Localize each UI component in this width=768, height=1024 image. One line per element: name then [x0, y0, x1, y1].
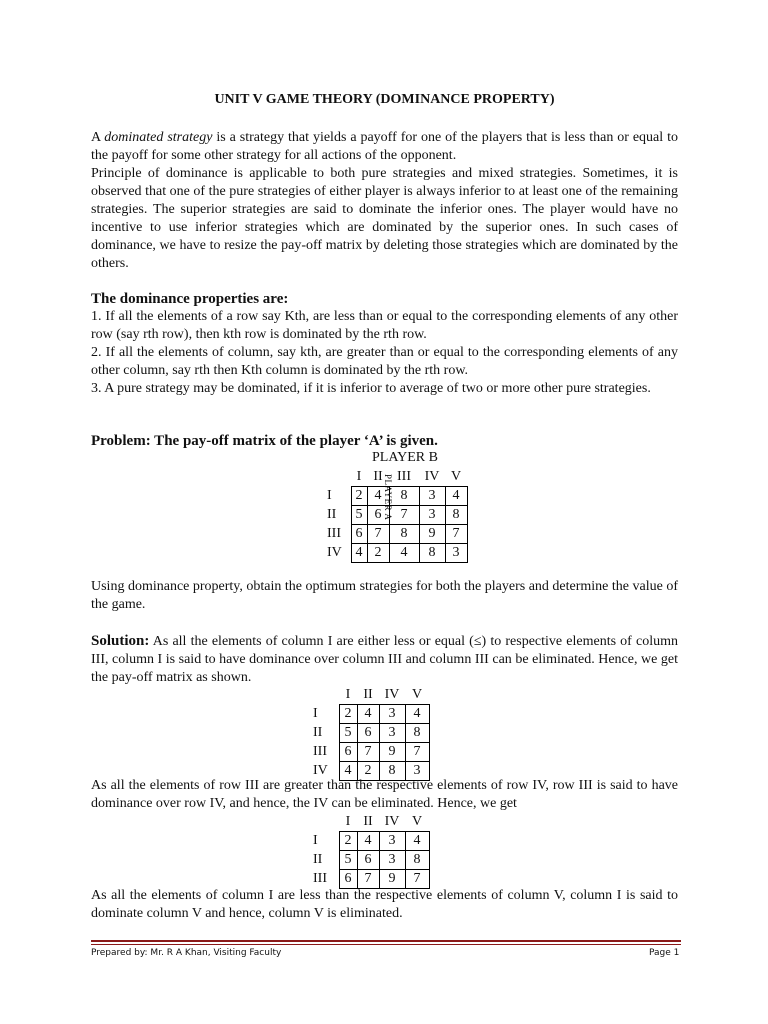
- col-header: I: [345, 687, 351, 702]
- row-header: III: [313, 871, 327, 886]
- page-title: UNIT V GAME THEORY (DOMINANCE PROPERTY): [214, 92, 555, 107]
- col-header: II: [363, 687, 373, 702]
- property-item: 3. A pure strategy may be dominated, if it is inferior to average of two or more other pure strategies.: [91, 381, 651, 396]
- property-item: 2. If all the elements of column, say kth, are greater than or equal to the corresponding elements of any other column, say rth then Kth column is dominated by the rth row.: [91, 345, 678, 378]
- column-dominance-block: [91, 887, 678, 923]
- row-header: I: [327, 488, 332, 503]
- matrix-cell: 9: [379, 870, 405, 889]
- matrix-cell: 8: [405, 724, 429, 743]
- problem-heading: Problem: The pay-off matrix of the player ‘A’ is given.: [91, 433, 438, 449]
- matrix-cell: 4: [351, 544, 367, 563]
- col-header: V: [450, 469, 462, 484]
- matrix-cell: 3: [379, 724, 405, 743]
- matrix-cell: 9: [379, 743, 405, 762]
- col-header: IV: [384, 814, 400, 829]
- principle-paragraph: Principle of dominance is applicable to both pure strategies and mixed strategies. Sometimes, it is observed that one of the pure strategies of either player is always inferior to at least one of the remaining strategies. The superior strategies are said to dominate the inferior ones. The player would have no incentive to use inferior strategies which are dominated by the superior ones. In such cases of dominance, we have to resize the pay-off matrix by deleting those strategies which are dominated by the others.: [91, 166, 678, 271]
- matrix-cell: 2: [357, 762, 379, 781]
- matrix-cell: 4: [405, 705, 429, 724]
- row-header: II: [327, 507, 337, 522]
- row-header: IV: [327, 545, 342, 560]
- col-header: I: [356, 469, 362, 484]
- footer-page-number: Page 1: [649, 948, 680, 958]
- row-header: I: [313, 833, 318, 848]
- property-item: 1. If all the elements of a row say Kth, are less than or equal to the corresponding elements of any other row (say rth row), then kth row is dominated by the rth row.: [91, 309, 678, 342]
- intro-section: [91, 129, 678, 273]
- col-header: II: [373, 469, 383, 484]
- col-header: II: [363, 814, 373, 829]
- footer-rule: [91, 944, 681, 945]
- matrix-cell: 4: [367, 487, 389, 506]
- footer-prepared-by: Prepared by: Mr. R A Khan, Visiting Faculty: [91, 948, 282, 958]
- matrix-cell: 3: [445, 544, 467, 563]
- row-header: IV: [313, 763, 328, 778]
- matrix-table: [313, 686, 430, 781]
- row-dominance-block: [91, 777, 678, 813]
- matrix-cell: 7: [445, 525, 467, 544]
- matrix-cell: 3: [405, 762, 429, 781]
- intro-paragraph: A dominated strategy is a strategy that yields a payoff for one of the players that is less than or equal to the payoff for some other strategy for all actions of the opponent.: [91, 130, 678, 163]
- solution-paragraph: Solution: As all the elements of column I are either less or equal (≤) to respective elements of column III, column I is said to have dominance over column III and column III can be eliminated. Hence, we get the pay-off matrix as shown.: [91, 633, 678, 685]
- col-header: V: [411, 814, 423, 829]
- row-header: III: [327, 526, 341, 541]
- matrix-cell: 3: [419, 487, 445, 506]
- matrix-cell: 4: [357, 705, 379, 724]
- matrix-cell: 6: [357, 724, 379, 743]
- matrix-cell: 6: [339, 743, 357, 762]
- matrix-cell: 6: [339, 870, 357, 889]
- matrix-cell: 7: [405, 870, 429, 889]
- matrix-cell: 2: [367, 544, 389, 563]
- matrix-cell: 2: [351, 487, 367, 506]
- row-header: II: [313, 725, 323, 740]
- col-header: IV: [384, 687, 400, 702]
- row-dominance-paragraph: As all the elements of row III are greater than the respective elements of row IV, row III is said to have dominance over row IV, and hence, the IV can be eliminated. Hence, we get: [91, 778, 678, 811]
- matrix-cell: 8: [405, 851, 429, 870]
- matrix-cell: 9: [419, 525, 445, 544]
- matrix-cell: 7: [357, 743, 379, 762]
- matrix-cell: 4: [445, 487, 467, 506]
- matrix-cell: 5: [351, 506, 367, 525]
- payoff-matrix-original: [327, 468, 468, 563]
- matrix-cell: 6: [351, 525, 367, 544]
- matrix-cell: 2: [339, 832, 357, 851]
- col-header: IV: [424, 469, 440, 484]
- matrix-cell: 3: [379, 832, 405, 851]
- matrix-cell: 7: [367, 525, 389, 544]
- row-header: I: [313, 706, 318, 721]
- matrix-table: [313, 813, 430, 889]
- matrix-cell: 7: [357, 870, 379, 889]
- matrix-cell: 5: [339, 724, 357, 743]
- solution-block: [91, 632, 678, 687]
- payoff-matrix-reduced-1: [313, 686, 430, 781]
- matrix-cell: 7: [405, 743, 429, 762]
- col-header: V: [411, 687, 423, 702]
- matrix-cell: 4: [389, 544, 419, 563]
- properties-heading: The dominance properties are:: [91, 291, 289, 307]
- matrix-cell: 3: [379, 705, 405, 724]
- solution-label: Solution:: [91, 633, 150, 649]
- col-header: III: [397, 469, 411, 484]
- col-header: I: [345, 814, 351, 829]
- player-a-label: PLAYER A: [383, 474, 393, 521]
- row-header: III: [313, 744, 327, 759]
- problem-heading-block: [91, 432, 678, 450]
- matrix-cell: 8: [389, 525, 419, 544]
- column-dominance-paragraph: As all the elements of column I are less than the respective elements of column V, column I is said to dominate column V and hence, column V is eliminated.: [91, 888, 678, 921]
- matrix-cell: 4: [405, 832, 429, 851]
- matrix-cell: 5: [339, 851, 357, 870]
- matrix-cell: 8: [389, 487, 419, 506]
- question-paragraph: Using dominance property, obtain the optimum strategies for both the players and determine the value of the game.: [91, 579, 678, 612]
- matrix-cell: 2: [339, 705, 357, 724]
- player-b-label: PLAYER B: [371, 450, 438, 465]
- matrix-cell: 8: [445, 506, 467, 525]
- matrix-cell: 6: [367, 506, 389, 525]
- matrix-cell: 4: [339, 762, 357, 781]
- matrix-cell: 8: [419, 544, 445, 563]
- question-block: [91, 578, 678, 614]
- properties-section: [91, 290, 678, 398]
- payoff-matrix-reduced-2: [313, 813, 430, 889]
- dominated-strategy-term: dominated strategy: [104, 130, 213, 145]
- matrix-cell: 8: [379, 762, 405, 781]
- row-header: II: [313, 852, 323, 867]
- footer-rule: [91, 940, 681, 942]
- matrix-cell: 4: [357, 832, 379, 851]
- matrix-cell: 3: [379, 851, 405, 870]
- matrix-cell: 7: [389, 506, 419, 525]
- matrix-table: [327, 468, 468, 563]
- matrix-cell: 6: [357, 851, 379, 870]
- matrix-cell: 3: [419, 506, 445, 525]
